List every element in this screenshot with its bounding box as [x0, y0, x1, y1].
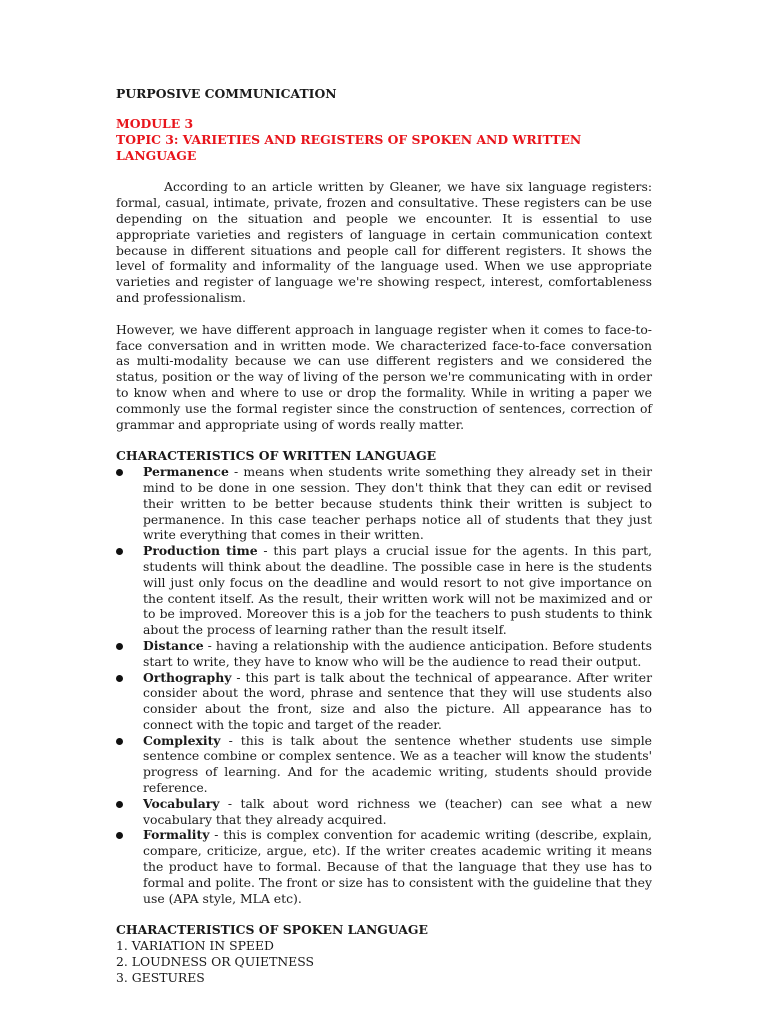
- spoken-characteristics-list: [116, 938, 652, 985]
- bullet-icon: [116, 832, 123, 839]
- list-item: [116, 543, 652, 638]
- module-label: MODULE 3: [116, 116, 194, 131]
- item-description: - this is complex convention for academic writing (describe, explain, compare, criticize, argue, etc). If the writer creates academic writing it means the product have to formal. Because of that the language that they use has to formal and polite. The front or size has to consistent with the guideline that they use (APA style, MLA etc).: [143, 827, 652, 906]
- bullet-icon: [116, 738, 123, 745]
- item-description: - this part is talk about the technical of appearance. After writer consider about the word, phrase and sentence that they will use students also consider about the front, size and also the picture. All appearance has to connect with the topic and target of the reader.: [143, 669, 652, 732]
- item-description: - this part plays a crucial issue for the agents. In this part, students will think about the deadline. The possible case in here is the students will just only focus on the deadline and would resort to not give importance on the content itself. As the result, their written work will not be maximized and or to be improved. Moreover this is a job for the teachers to push students to think about the process of learning rather than the result itself.: [143, 543, 652, 638]
- list-item: 3. GESTURES: [116, 969, 205, 985]
- list-item: [116, 733, 652, 796]
- bullet-icon: [116, 469, 123, 476]
- list-item: [116, 638, 652, 670]
- item-term: Vocabulary: [143, 795, 220, 811]
- item-term: Permanence: [143, 464, 229, 480]
- list-item: 2. LOUDNESS OR QUIETNESS: [116, 954, 314, 970]
- list-item: [116, 670, 652, 733]
- item-description: - this is talk about the sentence whether students use simple sentence combine or complex sentence. We as a teacher will know the students' progress of learning. And for the academic writing, students should provide reference.: [143, 732, 652, 796]
- bullet-icon: [116, 643, 123, 650]
- approach-paragraph: However, we have different approach in language register when it comes to face-to-face conversation and in written mode. We characterized face-to-face conversation as multi-modality because we can use different registers and we considered the status, position or the way of living of the person we're communicating with in order to know when and where to use or drop the formality. While in writing a paper we commonly use the formal register since the construction of sentences, correction of grammar and appropriate using of words really matter.: [116, 321, 652, 432]
- bullet-icon: [116, 548, 123, 555]
- bullet-icon: [116, 675, 123, 682]
- list-item: [116, 464, 652, 543]
- list-item: [116, 827, 652, 906]
- list-item: [116, 796, 652, 828]
- list-item: 1. VARIATION IN SPEED: [116, 938, 274, 954]
- written-section-heading: CHARACTERISTICS OF WRITTEN LANGUAGE: [116, 448, 437, 464]
- topic-heading: TOPIC 3: VARIETIES AND REGISTERS OF SPOKEN AND WRITTEN LANGUAGE: [116, 131, 582, 163]
- spoken-section-heading: CHARACTERISTICS OF SPOKEN LANGUAGE: [116, 922, 428, 938]
- item-description: - having a relationship with the audience anticipation. Before students start to write, they have to know who will be the audience to read their output.: [143, 637, 652, 669]
- intro-paragraph: According to an article written by Gleaner, we have six language registers: formal, casual, intimate, private, frozen and consultative. These registers can be use depending on the situation and people we encounter. It is essential to use appropriate varieties and registers of language in certain communication context because in different situations and people call for different registers. It shows the level of formality and informality of the language used. When we use appropriate varieties and register of language we're showing respect, interest, comfortableness and professionalism.: [116, 179, 652, 305]
- bullet-icon: [116, 801, 123, 808]
- document-page: [116, 86, 652, 986]
- item-term: Formality: [143, 827, 210, 843]
- item-description: - talk about word richness we (teacher) can see what a new vocabulary that they already acquired.: [143, 795, 652, 827]
- item-term: Complexity: [143, 732, 221, 748]
- item-description: - means when students write something they already set in their mind to be done in one session. They don't think that they can edit or revised their written to be better because students think their written is subject to permanence. In this case teacher perhaps notice all of students that they just write everything that comes in their written.: [143, 464, 652, 543]
- item-term: Distance: [143, 637, 204, 653]
- item-term: Production time: [143, 543, 258, 559]
- written-characteristics-list: [116, 464, 652, 906]
- item-term: Orthography: [143, 669, 232, 685]
- document-title: PURPOSIVE COMMUNICATION: [116, 86, 337, 101]
